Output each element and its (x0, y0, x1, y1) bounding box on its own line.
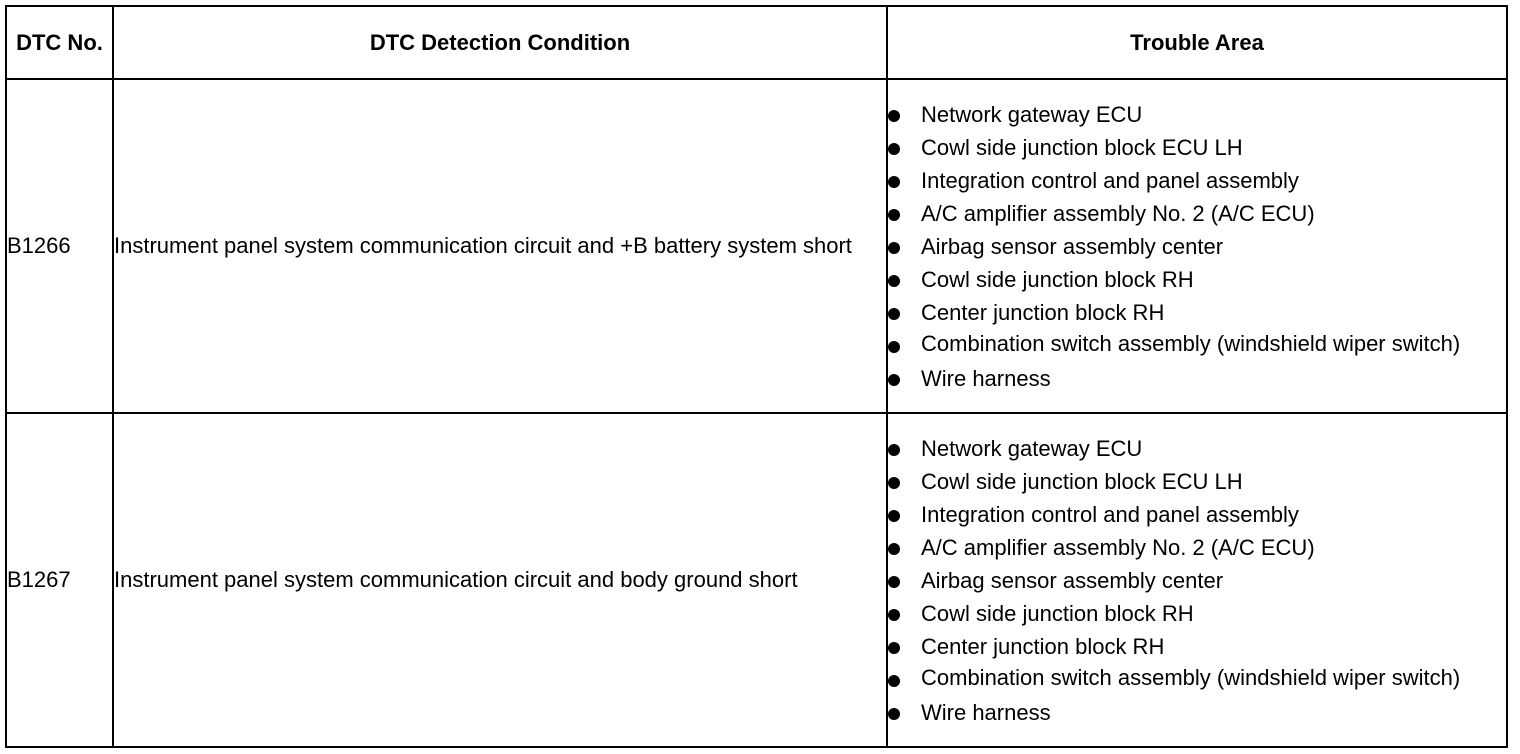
bullet-icon (888, 543, 900, 555)
bullet-icon (888, 341, 900, 353)
list-item: Cowl side junction block ECU LH (888, 131, 1506, 164)
list-item: A/C amplifier assembly No. 2 (A/C ECU) (888, 531, 1506, 564)
bullet-icon (888, 110, 900, 122)
bullet-icon (888, 642, 900, 654)
list-item: Cowl side junction block RH (888, 263, 1506, 296)
bullet-icon (888, 444, 900, 456)
list-item: Center junction block RH (888, 630, 1506, 663)
list-item: Center junction block RH (888, 296, 1506, 329)
list-item: Combination switch assembly (windshield wiper switch) (888, 329, 1506, 362)
dtc-code: B1266 (6, 79, 113, 413)
list-item: Wire harness (888, 696, 1506, 729)
bullet-icon (888, 576, 900, 588)
list-item: Wire harness (888, 362, 1506, 395)
header-trouble-area: Trouble Area (887, 6, 1507, 79)
list-item: Cowl side junction block RH (888, 597, 1506, 630)
bullet-icon (888, 209, 900, 221)
list-item: Airbag sensor assembly center (888, 230, 1506, 263)
bullet-icon (888, 708, 900, 720)
trouble-area-list (888, 432, 1506, 729)
detection-condition: Instrument panel system communication circuit and body ground short (113, 413, 887, 747)
trouble-area-cell (887, 79, 1507, 413)
bullet-icon (888, 675, 900, 687)
bullet-icon (888, 308, 900, 320)
bullet-icon (888, 374, 900, 386)
header-detection-condition: DTC Detection Condition (113, 6, 887, 79)
table-row (6, 79, 1507, 413)
bullet-icon (888, 510, 900, 522)
table-row (6, 413, 1507, 747)
detection-condition: Instrument panel system communication circuit and +B battery system short (113, 79, 887, 413)
bullet-icon (888, 143, 900, 155)
bullet-icon (888, 275, 900, 287)
list-item: A/C amplifier assembly No. 2 (A/C ECU) (888, 197, 1506, 230)
list-item: Network gateway ECU (888, 98, 1506, 131)
table-header-row (6, 6, 1507, 79)
bullet-icon (888, 176, 900, 188)
header-dtc-no: DTC No. (6, 6, 113, 79)
list-item: Cowl side junction block ECU LH (888, 465, 1506, 498)
list-item: Integration control and panel assembly (888, 164, 1506, 197)
bullet-icon (888, 609, 900, 621)
trouble-area-list (888, 98, 1506, 395)
dtc-table (5, 5, 1508, 748)
list-item: Network gateway ECU (888, 432, 1506, 465)
list-item: Integration control and panel assembly (888, 498, 1506, 531)
bullet-icon (888, 242, 900, 254)
dtc-code: B1267 (6, 413, 113, 747)
list-item: Airbag sensor assembly center (888, 564, 1506, 597)
trouble-area-cell (887, 413, 1507, 747)
bullet-icon (888, 477, 900, 489)
list-item: Combination switch assembly (windshield wiper switch) (888, 663, 1506, 696)
